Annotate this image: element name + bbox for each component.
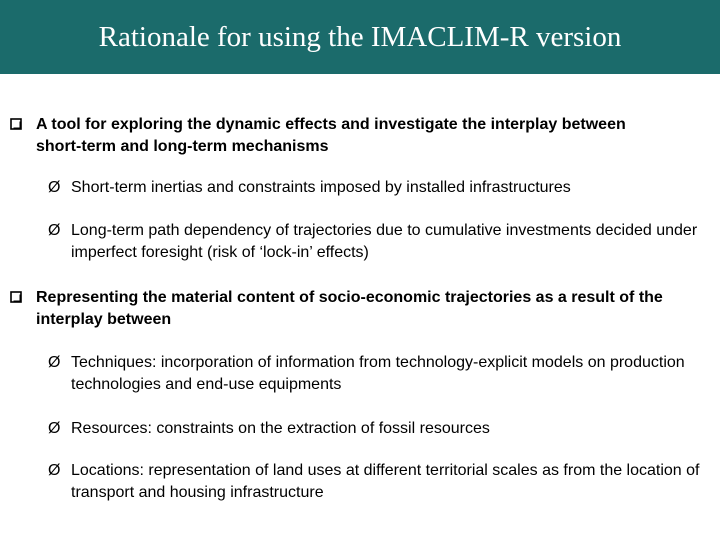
bullet-item [10, 114, 670, 158]
sub-bullet-item [48, 177, 708, 199]
sub-bullet-text: Locations: representation of land uses at different territorial scales as from the location of transport and housing infrastructure [71, 462, 700, 501]
sub-bullet-text: Short-term inertias and constraints imposed by installed infrastructures [71, 179, 571, 196]
arrow-bullet-icon: Ø [48, 354, 61, 371]
arrow-bullet-icon: Ø [48, 179, 61, 196]
sub-bullet-text: Resources: constraints on the extraction of fossil resources [71, 420, 490, 437]
slide-title: Rationale for using the IMACLIM-R version [98, 20, 622, 53]
sub-bullet-item [48, 460, 708, 504]
arrow-bullet-icon: Ø [48, 420, 61, 437]
sub-bullet-item [48, 352, 708, 396]
sub-bullet-text: Techniques: incorporation of information from technology-explicit models on production technologies and end-use equipments [71, 354, 685, 393]
sub-bullet-item [48, 418, 708, 440]
hollow-square-bullet-icon [10, 118, 22, 130]
arrow-bullet-icon: Ø [48, 462, 61, 479]
bullet-item [10, 287, 670, 331]
hollow-square-bullet-icon [10, 291, 22, 303]
bullet-text: A tool for exploring the dynamic effects and investigate the interplay between short-term and long-term mechanisms [36, 116, 626, 155]
arrow-bullet-icon: Ø [48, 222, 61, 239]
sub-bullet-item [48, 220, 708, 264]
bullet-text: Representing the material content of socio-economic trajectories as a result of the interplay between [36, 289, 663, 328]
sub-bullet-text: Long-term path dependency of trajectories due to cumulative investments decided under imperfect foresight (risk of ‘lock-in’ effects) [71, 222, 698, 261]
